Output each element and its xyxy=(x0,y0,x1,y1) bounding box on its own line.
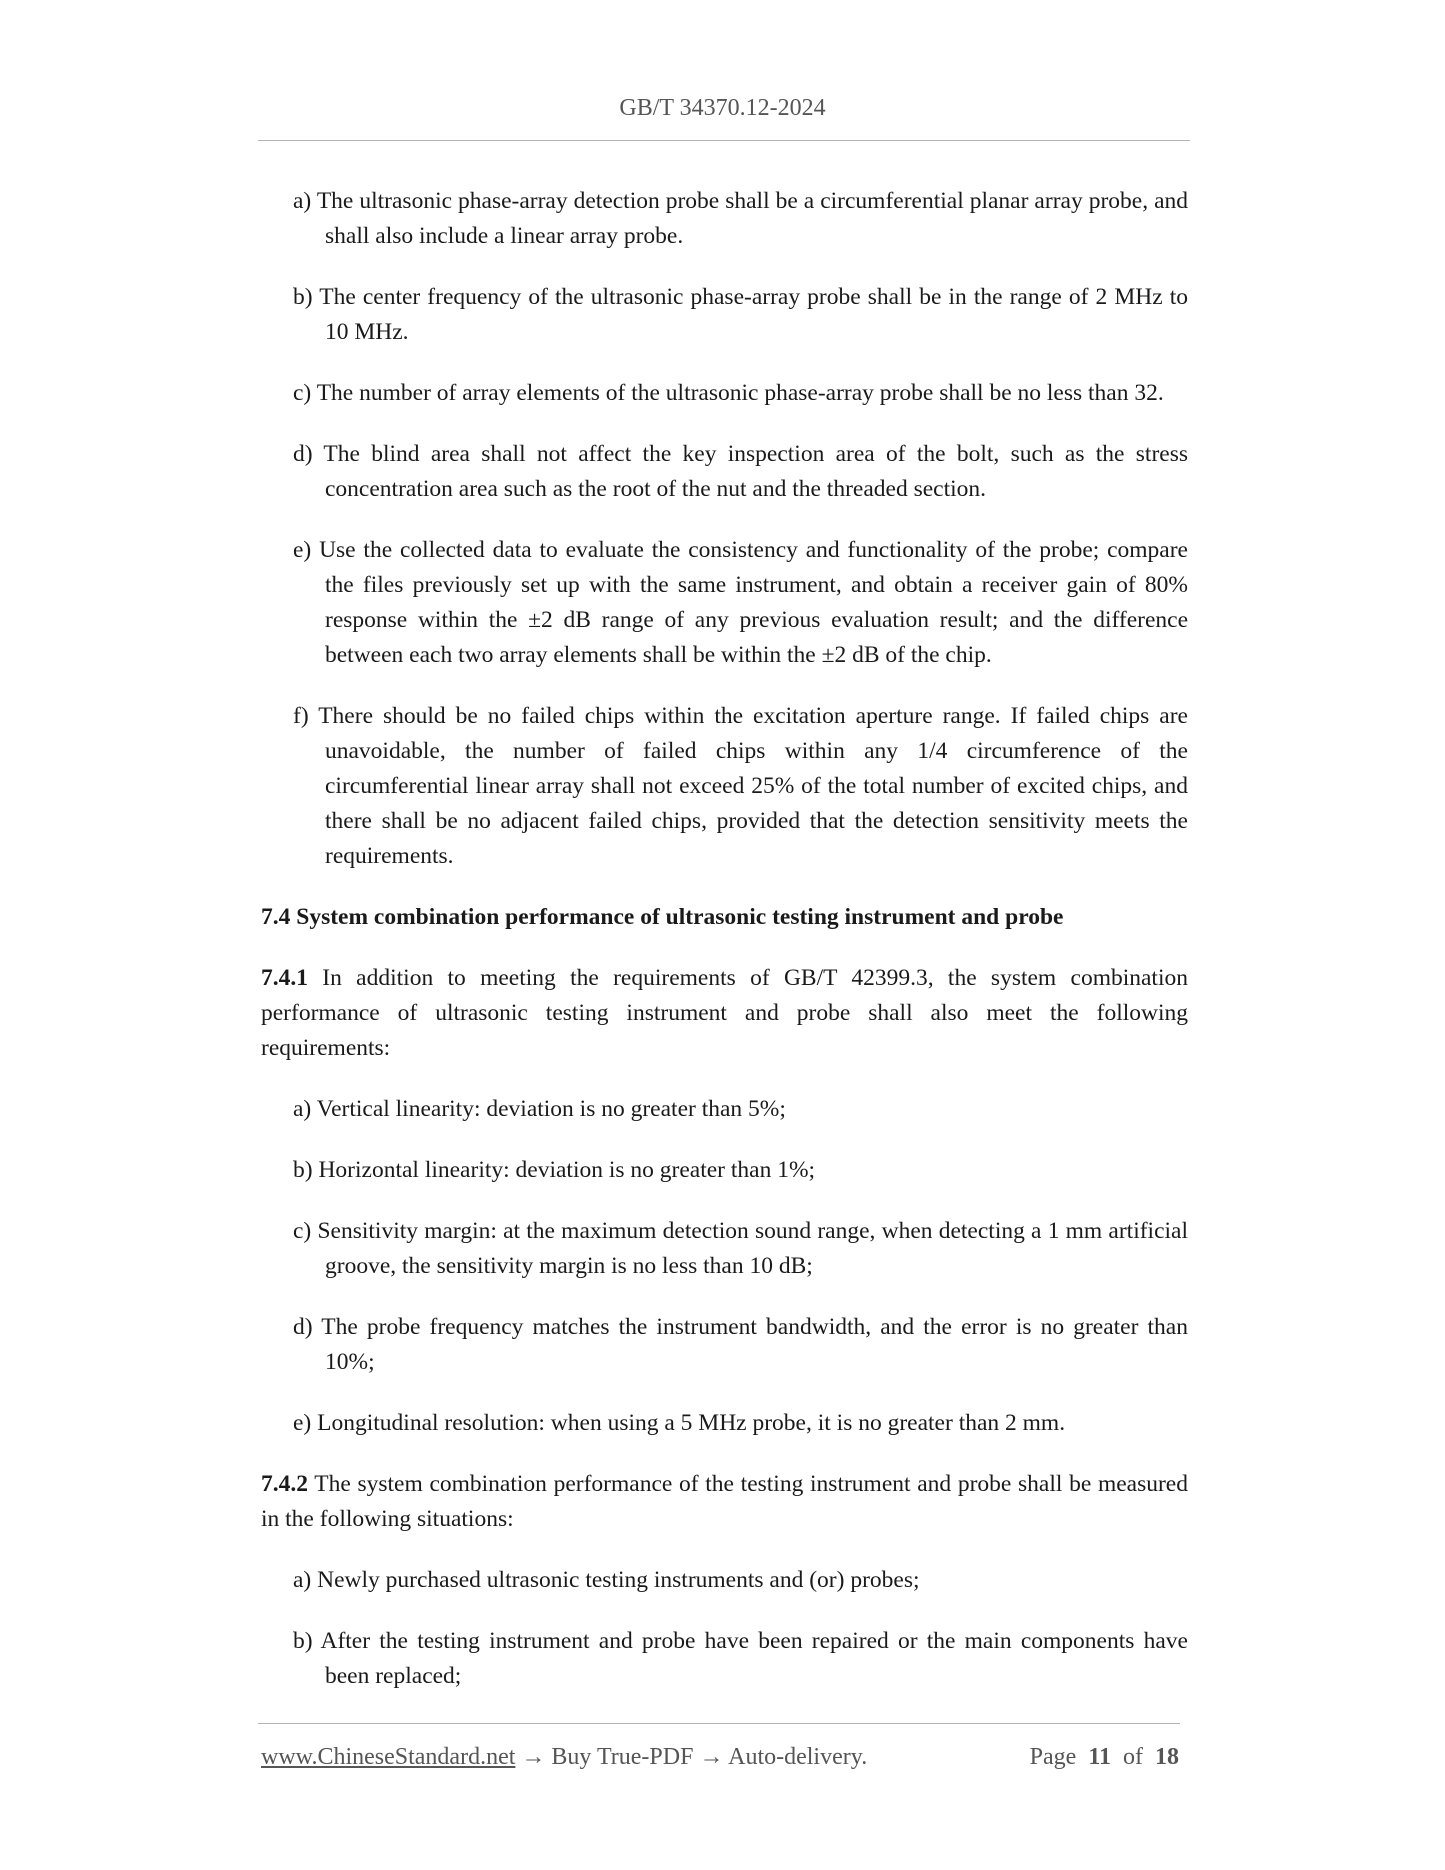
list-item: d) The blind area shall not affect the key inspection area of the bolt, such as the stress concentration area such as the root of the nut and the threaded section. xyxy=(293,441,1188,502)
footer-promo xyxy=(261,1744,867,1771)
page-header: GB/T 34370.12-2024 xyxy=(619,95,826,121)
list-item: d) The probe frequency matches the instrument bandwidth, and the error is no greater than 10%; xyxy=(293,1314,1188,1375)
list-item: c) Sensitivity margin: at the maximum detection sound range, when detecting a 1 mm artificial groove, the sensitivity margin is no less than 10 dB; xyxy=(293,1218,1188,1279)
list-item: b) After the testing instrument and probe have been repaired or the main components have been replaced; xyxy=(293,1628,1188,1689)
clause-7-4-1 xyxy=(261,961,1188,1066)
promo-text: → Buy True-PDF → Auto-delivery. xyxy=(515,1744,868,1770)
header-rule xyxy=(258,140,1190,141)
list-item: a) Newly purchased ultrasonic testing instruments and (or) probes; xyxy=(293,1567,920,1593)
clause-7-4-2 xyxy=(261,1467,1188,1537)
page-label: Page xyxy=(1029,1744,1077,1770)
list-item: e) Longitudinal resolution: when using a 5 MHz probe, it is no greater than 2 mm. xyxy=(293,1410,1066,1436)
current-page: 11 xyxy=(1088,1744,1111,1770)
clause-text: In addition to meeting the requirements of GB/T 42399.3, the system combination performance of ultrasonic testing instrument and probe shall also meet the following requirements: xyxy=(261,965,1188,1061)
list-item: b) Horizontal linearity: deviation is no greater than 1%; xyxy=(293,1157,816,1183)
list-item: e) Use the collected data to evaluate the consistency and functionality of the probe; compare the files previously set up with the same instrument, and obtain a receiver gain of 80% response within the ±2 dB range of any previous evaluation result; and the difference between each two array elements shall be within the ±2 dB of the chip. xyxy=(293,537,1188,668)
clause-text: The system combination performance of the testing instrument and probe shall be measured in the following situations: xyxy=(261,1471,1188,1532)
page-footer xyxy=(261,1744,1179,1780)
total-pages: 18 xyxy=(1155,1744,1179,1770)
page-number xyxy=(1030,1744,1179,1771)
clause-number: 7.4.1 xyxy=(261,965,308,991)
page-body xyxy=(261,184,1188,1720)
list-item: f) There should be no failed chips within the excitation aperture range. If failed chips are unavoidable, the number of failed chips within any 1/4 circumference of the circumferential linear array shall not exceed 25% of the total number of excited chips, and there shall be no adjacent failed chips, provided that the detection sensitivity meets the requirements. xyxy=(293,703,1188,869)
list-item: a) The ultrasonic phase-array detection probe shall be a circumferential planar array probe, and shall also include a linear array probe. xyxy=(293,188,1188,249)
list-item: b) The center frequency of the ultrasonic phase-array probe shall be in the range of 2 MHz to 10 MHz. xyxy=(293,284,1188,345)
list-item: c) The number of array elements of the ultrasonic phase-array probe shall be no less than 32. xyxy=(293,380,1164,406)
clause-number: 7.4.2 xyxy=(261,1471,308,1497)
footer-rule xyxy=(258,1723,1180,1724)
section-heading-7-4: 7.4 System combination performance of ultrasonic testing instrument and probe xyxy=(261,904,1064,930)
site-link[interactable]: www.ChineseStandard.net xyxy=(261,1744,516,1770)
list-item: a) Vertical linearity: deviation is no greater than 5%; xyxy=(293,1096,786,1122)
of-label: of xyxy=(1123,1744,1143,1770)
